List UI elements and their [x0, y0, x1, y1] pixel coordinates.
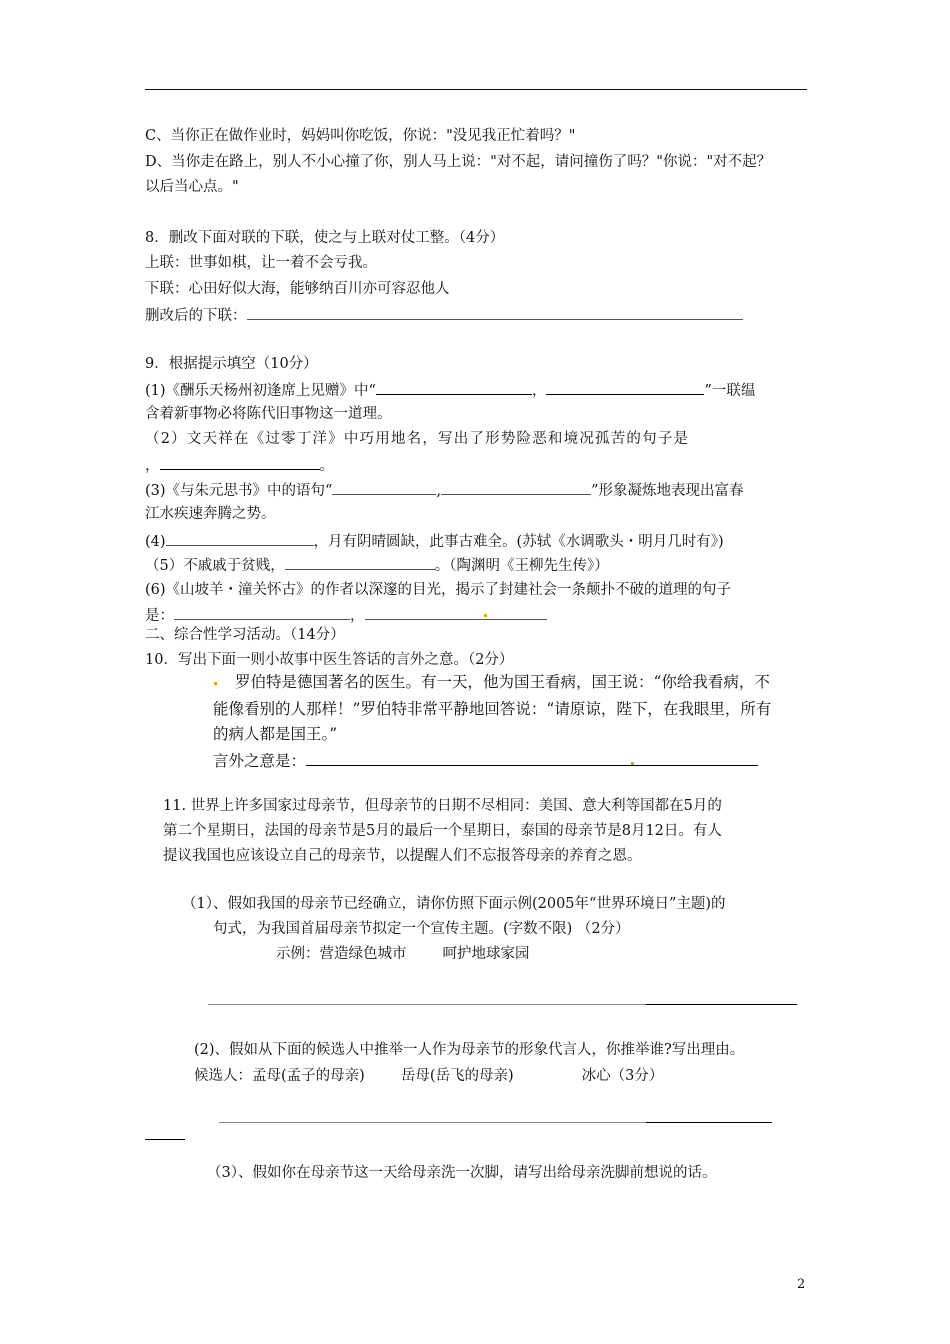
q9-s4-text-a: (4) [145, 534, 166, 550]
q11-intro-line3: 提议我国也应该设立自己的母亲节，以提醒人们不忘报答母亲的养育之恩。 [163, 848, 642, 864]
header-rule [145, 89, 807, 90]
q10-answer-blank[interactable] [306, 750, 758, 766]
q8-revised-label: 删改后的下联： [145, 308, 247, 324]
q9-s1-continued: 含着新事物必将陈代旧事物这一道理。 [145, 406, 392, 422]
q11-p1-answer-line-dark[interactable] [646, 1004, 797, 1005]
q9-s3-row [145, 479, 743, 501]
q11-p2-answer-line-dark[interactable] [646, 1122, 772, 1123]
q8-answer-blank[interactable] [247, 304, 743, 320]
stray-dot [484, 614, 487, 617]
q9-s3-blank-2[interactable] [441, 479, 591, 495]
q11-p1-line2: 句式，为我国首届母亲节拟定一个宣传主题。(字数不限) （2分） [213, 921, 630, 937]
q9-s1-text-a: (1)《酬乐天杨州初逢席上见赠》中“ [145, 383, 376, 399]
q9-s5-text-a: （5）不戚戚于贫贱， [145, 558, 285, 574]
q11-candidate-1: 候选人：孟母(孟子的母亲) [194, 1068, 365, 1084]
q9-s3-text-b: , [436, 483, 442, 499]
q9-s3-blank-1[interactable] [332, 479, 436, 495]
q9-s2-row2 [145, 454, 334, 476]
q9-s2-blank[interactable] [160, 454, 320, 470]
q9-s4-text-b: ，月有阴晴圆缺，此事古难全。(苏轼《水调歌头・明月几时有》) [313, 534, 724, 550]
q10-title: 10．写出下面一则小故事中医生答话的言外之意。（2分） [145, 652, 514, 668]
q9-s6-text-b: 是： [145, 608, 174, 624]
q11-p3-line1: （3）、假如你在母亲节这一天给母亲洗一次脚，请写出给母亲洗脚前想说的话。 [207, 1165, 717, 1181]
q9-s6-blank-1[interactable] [174, 604, 350, 620]
q11-p2-answer-line-wrap[interactable] [145, 1139, 185, 1140]
page-number: 2 [797, 1277, 806, 1292]
q9-s6-row2 [145, 604, 547, 626]
q9-s2-row1: （2）文天祥在《过零丁洋》中巧用地名，写出了形势险恶和境况孤苦的句子是 [145, 431, 690, 447]
q11-p1-line1: （1）、假如我国的母亲节已经确立，请你仿照下面示例(2005年“世界环境日”主题)的 [182, 896, 726, 912]
q11-p1-answer-line-light[interactable] [208, 1004, 646, 1005]
q8-upper-couplet: 上联：世事如棋，让一着不会亏我。 [145, 255, 377, 271]
q9-s1-row [145, 379, 755, 401]
q9-s5-blank[interactable] [285, 554, 435, 570]
q11-example-2: 呵护地球家园 [442, 946, 530, 962]
q9-s1-blank-2[interactable] [546, 379, 704, 395]
q9-s6-text-c: ， [350, 608, 365, 624]
q9-s3-text-c: ”形象凝炼地表现出富春 [591, 483, 744, 499]
q11-intro-line1: 11. 世界上许多国家过母亲节，但母亲节的日期不尽相同：美国、意大利等国都在5月的 [163, 798, 722, 814]
q9-s6-row1: (6)《山坡羊・潼关怀古》的作者以深邃的目光，揭示了封建社会一条颠扑不破的道理的句子 [145, 582, 732, 598]
q9-s1-text-b: ， [531, 383, 547, 399]
q10-answer-label: 言外之意是： [213, 752, 307, 770]
q7-option-d-line2: 以后当心点。" [145, 179, 239, 195]
q10-story-text-1: 罗伯特是德国著名的医生。有一天，他为国王看病，国王说：“你给我看病，不 [235, 673, 770, 691]
q11-example-label: 示例：营造绿色城市 [276, 946, 407, 962]
q9-s4-blank[interactable] [166, 530, 314, 546]
q9-s3-continued: 江水疾速奔腾之势。 [145, 506, 276, 522]
stray-dot [214, 682, 217, 685]
q11-p1-example [276, 944, 530, 964]
q9-s5-row [145, 554, 609, 576]
q11-candidate-2: 岳母(岳飞的母亲) [400, 1068, 514, 1084]
q10-story-line1 [213, 672, 770, 692]
section-2-title: 二、综合性学习活动。（14分） [145, 627, 345, 643]
q9-s3-text-a: (3)《与朱元思书》中的语句“ [145, 483, 333, 499]
q11-intro-line2: 第二个星期日，法国的母亲节是5月的最后一个星期日，泰国的母亲节是8月12日。有人 [163, 823, 722, 839]
q9-s1-text-c: ”一联缊 [704, 383, 756, 399]
stray-dot [631, 762, 634, 765]
q11-candidate-3: 冰心（3分） [581, 1068, 664, 1084]
q7-option-d-line1: D、当你走在路上，别人不小心撞了你，别人马上说："对不起，请问撞伤了吗？"你说："对不起？ [145, 154, 772, 170]
q8-revised-row [145, 304, 743, 326]
q7-option-c: C、当你正在做作业时，妈妈叫你吃饭，你说："没见我正忙着吗？" [145, 128, 576, 144]
q9-s1-blank-1[interactable] [376, 379, 532, 395]
q9-s2-text-b: ， [145, 458, 160, 474]
q9-s4-row [145, 530, 724, 552]
q8-lower-couplet: 下联：心田好似大海，能够纳百川亦可容忍他人 [145, 281, 450, 297]
q8-title: 8．删改下面对联的下联，使之与上联对仗工整。（4分） [145, 230, 505, 246]
q10-story-line3: 的病人都是国王。” [213, 725, 338, 743]
q10-answer-row [213, 750, 758, 771]
q9-s2-text-c: 。 [319, 458, 334, 474]
q11-p2-answer-line-light[interactable] [219, 1122, 646, 1123]
q9-s5-text-b: 。（陶渊明《王柳先生传》） [434, 558, 609, 574]
q11-p2-line1: (2)、假如从下面的候选人中推举一人作为母亲节的形象代言人，你推举谁?写出理由。 [194, 1042, 745, 1058]
q10-story-line2: 能像看别的人那样！”罗伯特非常平静地回答说：“请原谅，陛下，在我眼里，所有 [213, 700, 772, 718]
q9-title: 9．根据提示填空（10分） [145, 356, 318, 372]
q11-p2-candidates [194, 1066, 663, 1086]
q9-s6-blank-2[interactable] [365, 604, 547, 620]
